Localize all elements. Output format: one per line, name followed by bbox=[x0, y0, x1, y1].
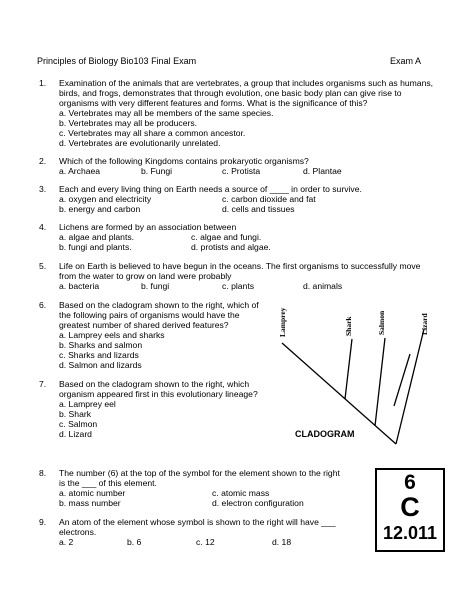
question-text: Examination of the animals that are vertebrates, a group that includes organisms such as humans, bbox=[59, 78, 434, 88]
answer-option: a. Lamprey eel bbox=[59, 399, 116, 409]
answer-option: c. Salmon bbox=[59, 419, 98, 429]
question-number: 8. bbox=[39, 468, 47, 478]
atomic-mass: 12.011 bbox=[382, 523, 438, 543]
question-text: the following pairs of organisms would have the bbox=[59, 310, 240, 320]
answer-option: d. Vertebrates are evolutionarily unrelated. bbox=[59, 138, 221, 148]
answer-option: d. 18 bbox=[272, 537, 292, 547]
question-text: electrons. bbox=[59, 527, 97, 537]
question-number: 6. bbox=[39, 300, 47, 310]
answer-option: c. carbon dioxide and fat bbox=[222, 194, 316, 204]
question-number: 4. bbox=[39, 222, 47, 232]
answer-option: c. Vertebrates may all share a common ancestor. bbox=[59, 128, 246, 138]
cladogram-branch bbox=[375, 338, 385, 426]
taxon-label: Salmon bbox=[377, 310, 386, 335]
exam-title: Principles of Biology Bio103 Final Exam bbox=[37, 56, 197, 66]
answer-option: c. Sharks and lizards bbox=[59, 350, 139, 360]
answer-option: d. Plantae bbox=[303, 166, 342, 176]
cladogram-branch bbox=[345, 339, 352, 399]
question-text: Based on the cladogram shown to the right, which bbox=[59, 379, 250, 389]
answer-option: b. fungi bbox=[141, 281, 170, 291]
cladogram-title: CLADOGRAM bbox=[295, 429, 355, 439]
answer-option: b. Vertebrates may all be producers. bbox=[59, 118, 198, 128]
question-text: birds, and frogs, demonstrates that through evolution, one basic body plan can give rise to bbox=[59, 88, 402, 98]
answer-option: d. protists and algae. bbox=[191, 242, 271, 252]
answer-option: a. algae and plants. bbox=[59, 232, 135, 242]
question-text: Life on Earth is believed to have begun in the oceans. The first organisms to successfully move bbox=[59, 261, 421, 271]
question-text: is the ___ of this element. bbox=[59, 478, 157, 488]
taxon-label: Shark bbox=[344, 316, 353, 336]
answer-option: b. Fungi bbox=[141, 166, 173, 176]
answer-option: d. electron configuration bbox=[212, 498, 304, 508]
answer-option: d. animals bbox=[303, 281, 343, 291]
answer-option: a. oxygen and electricity bbox=[59, 194, 152, 204]
question-number: 2. bbox=[39, 156, 47, 166]
question-text: An atom of the element whose symbol is shown to the right will have ___ bbox=[59, 517, 336, 527]
answer-option: b. 6 bbox=[127, 537, 142, 547]
answer-option: c. Protista bbox=[222, 166, 261, 176]
answer-option: b. energy and carbon bbox=[59, 204, 141, 214]
answer-option: c. plants bbox=[222, 281, 255, 291]
question-text: greatest number of shared derived features? bbox=[59, 320, 229, 330]
answer-option: a. Lamprey eels and sharks bbox=[59, 330, 165, 340]
question-text: organisms with very different features and forms. What is the significance of this? bbox=[59, 98, 368, 108]
answer-option: a. bacteria bbox=[59, 281, 100, 291]
answer-option: b. mass number bbox=[59, 498, 121, 508]
answer-option: c. algae and fungi. bbox=[191, 232, 262, 242]
taxon-label: Lamprey bbox=[278, 307, 287, 337]
question-text: Lichens are formed by an association between bbox=[59, 222, 237, 232]
answer-option: d. cells and tissues bbox=[222, 204, 295, 214]
answer-option: d. Salmon and lizards bbox=[59, 360, 142, 370]
question-text: organism appeared first in this evolutionary lineage? bbox=[59, 389, 258, 399]
answer-option: b. Sharks and salmon bbox=[59, 340, 143, 350]
question-number: 7. bbox=[39, 379, 47, 389]
answer-option: a. Archaea bbox=[59, 166, 101, 176]
answer-option: a. 2 bbox=[59, 537, 74, 547]
question-text: Which of the following Kingdoms contains prokaryotic organisms? bbox=[59, 156, 309, 166]
answer-option: b. Shark bbox=[59, 409, 92, 419]
question-text: The number (6) at the top of the symbol for the element shown to the right bbox=[59, 468, 340, 478]
periodic-element-tile bbox=[375, 468, 445, 552]
question-number: 5. bbox=[39, 261, 47, 271]
exam-version: Exam A bbox=[390, 56, 422, 66]
answer-option: c. 12 bbox=[196, 537, 215, 547]
answer-option: a. Vertebrates may all be members of the same species. bbox=[59, 108, 274, 118]
question-number: 3. bbox=[39, 184, 47, 194]
element-symbol: C bbox=[400, 492, 420, 522]
question-number: 1. bbox=[39, 78, 47, 88]
atomic-number: 6 bbox=[404, 471, 416, 494]
question-text: from the water to grow on land were probably bbox=[59, 271, 232, 281]
answer-option: d. Lizard bbox=[59, 429, 92, 439]
taxon-label: Lizard bbox=[420, 313, 429, 335]
question-number: 9. bbox=[39, 517, 47, 527]
answer-option: a. atomic number bbox=[59, 488, 126, 498]
question-text: Each and every living thing on Earth needs a source of ____ in order to survive. bbox=[59, 184, 362, 194]
answer-option: c. atomic mass bbox=[212, 488, 270, 498]
answer-option: b. fungi and plants. bbox=[59, 242, 132, 252]
question-text: Based on the cladogram shown to the right, which of bbox=[59, 300, 259, 310]
